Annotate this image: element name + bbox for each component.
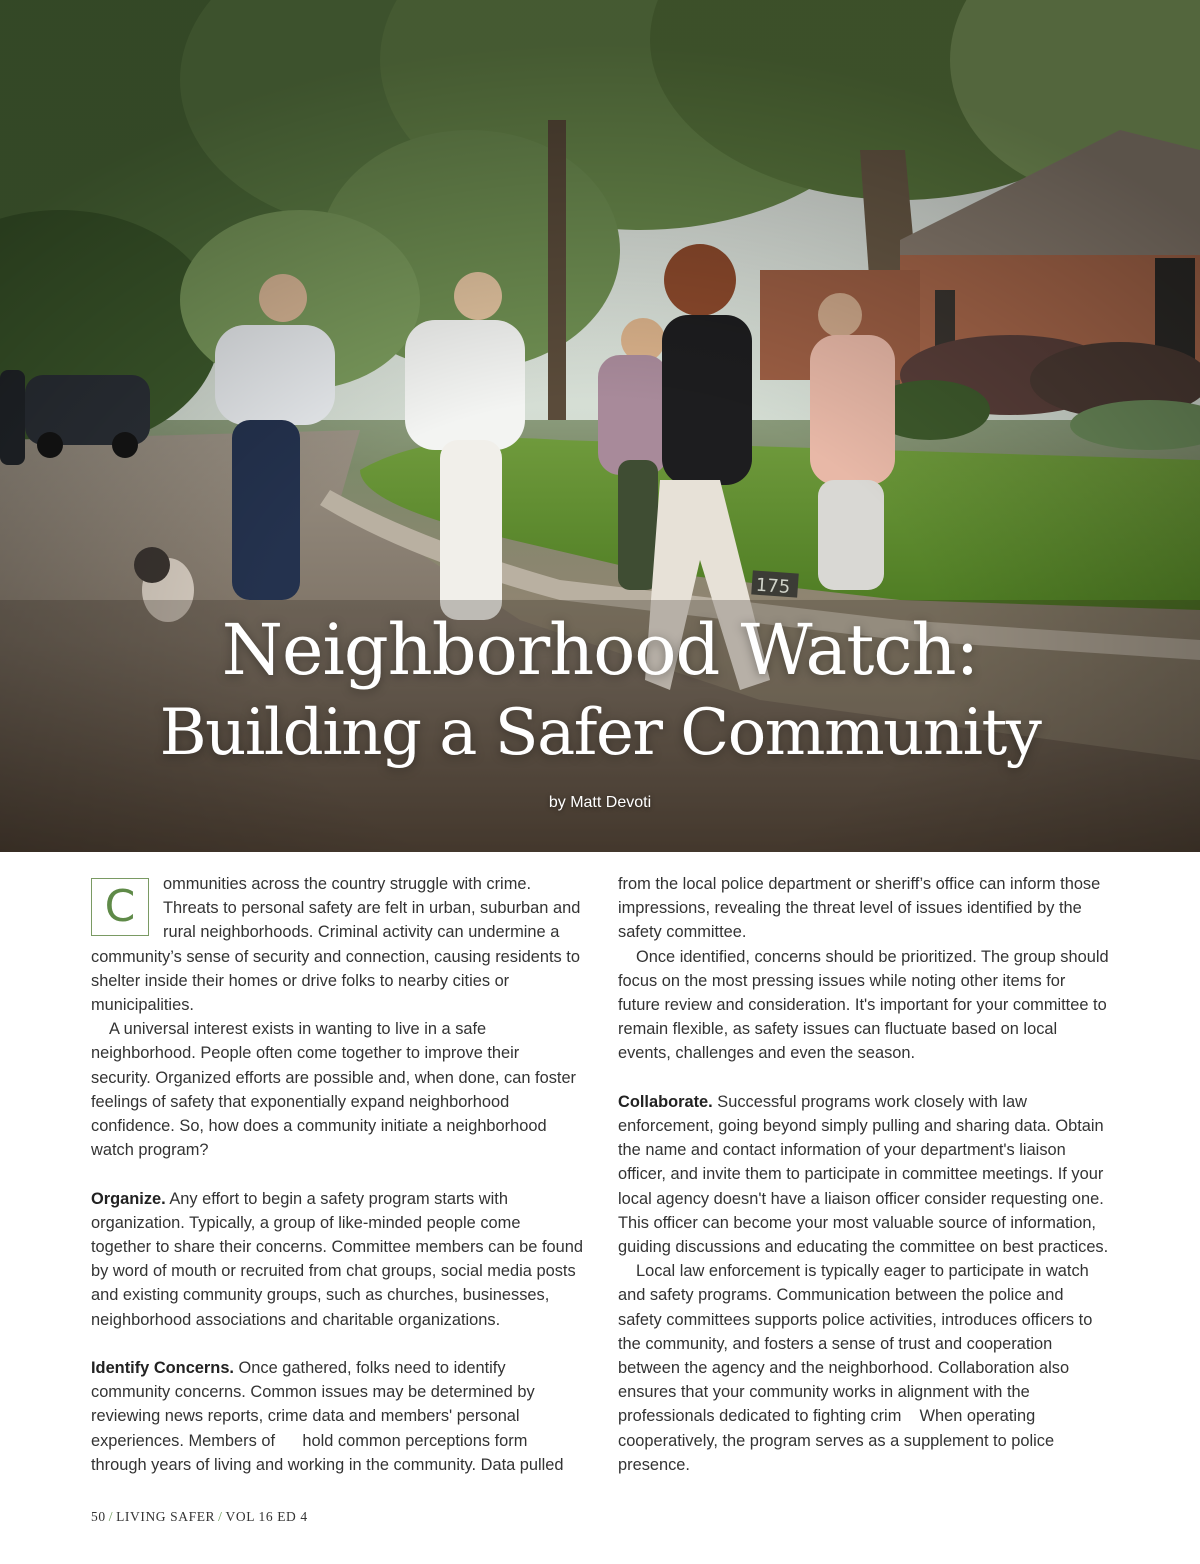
collaborate-text: Successful programs work closely with law enforcement, going beyond simply pulling and sharing data. Obtain the name and contact information of your department's liaison officer, and invite them to participate in committee meetings. If your local agency doesn't have a liaison officer consider requesting one. This officer can become your most valuable source of information, guiding discussions and educating the committee on best practices. [618,1092,1109,1257]
page-number: 50 [91,1509,106,1524]
paragraph-organize [91,1187,583,1332]
paragraph-law-enforcement: Local law enforcement is typically eager to participate in watch and safety programs. Communication between the police and safety committees supports police activities, introduces officers to the community, and fosters a sense of trust and cooperation between the agency and the neighborhood. Collaboration also ensures that your community works in alignment with the professionals dedicated to fighting crim When operating cooperatively, the program serves as a supplement to police presence. [618,1262,1097,1474]
identify-heading: Identify Concerns. [91,1359,234,1378]
right-column [618,872,1110,1477]
intro-text: ommunities across the country struggle with crime. Threats to personal safety are felt in urban, suburban and rural neighborhoods. Criminal activity can undermine a community’s sense of security and connection, causing residents to shelter inside their homes or drive folks to nearby cities or municipalities. [91,875,581,1015]
drop-cap: C [91,878,149,936]
organize-heading: Organize. [91,1189,166,1208]
collaborate-heading: Collaborate. [618,1092,713,1111]
paragraph-prioritize: Once identified, concerns should be prioritized. The group should focus on the most pressing issues while noting other items for future review and consideration. It's important for your committee to remain flexible, as safety issues can fluctuate based on local events, challenges and even the season. [618,947,1109,1063]
byline: by Matt Devoti [548,794,652,811]
title-line-1: Neighborhood Watch: [221,609,979,691]
article-title [0,606,1200,772]
magazine-name: LIVING SAFER [116,1509,216,1524]
title-line-2: Building a Safer Community [159,696,1041,770]
paragraph-universal-interest: A universal interest exists in wanting to live in a safe neighborhood. People often come together to improve their security. Organized efforts are possible and, when done, can foster feelings of safety that exponentially expand neighborhood confidence. So, how does a community initiate a neighborhood watch program? [91,1020,577,1160]
paragraph-continued: from the local police department or sheriff’s office can inform those impressions, revealing the threat level of issues identified by the safety committee. [618,875,1101,942]
identify-text: Once gathered, folks need to identify community concerns. Common issues may be determined by reviewing news reports, crime data and members' personal experiences. Members of hold common perceptions form through years of living and working in the community. Data pulled [91,1359,564,1474]
paragraph-collaborate [618,1090,1110,1259]
volume-edition: VOL 16 ED 4 [225,1509,308,1524]
left-column [91,872,583,1477]
paragraph-identify-concerns [91,1356,583,1477]
footer-separator: / [108,1509,114,1524]
page-footer [91,1509,308,1525]
intro-paragraph [91,872,583,1017]
footer-separator: / [218,1509,223,1524]
organize-text: Any effort to begin a safety program starts with organization. Typically, a group of like-minded people come together to share their concerns. Committee members can be found by word of mouth or recruited from chat groups, social media posts and existing community groups, such as churches, businesses, neighborhood associations and charitable organizations. [91,1189,583,1329]
